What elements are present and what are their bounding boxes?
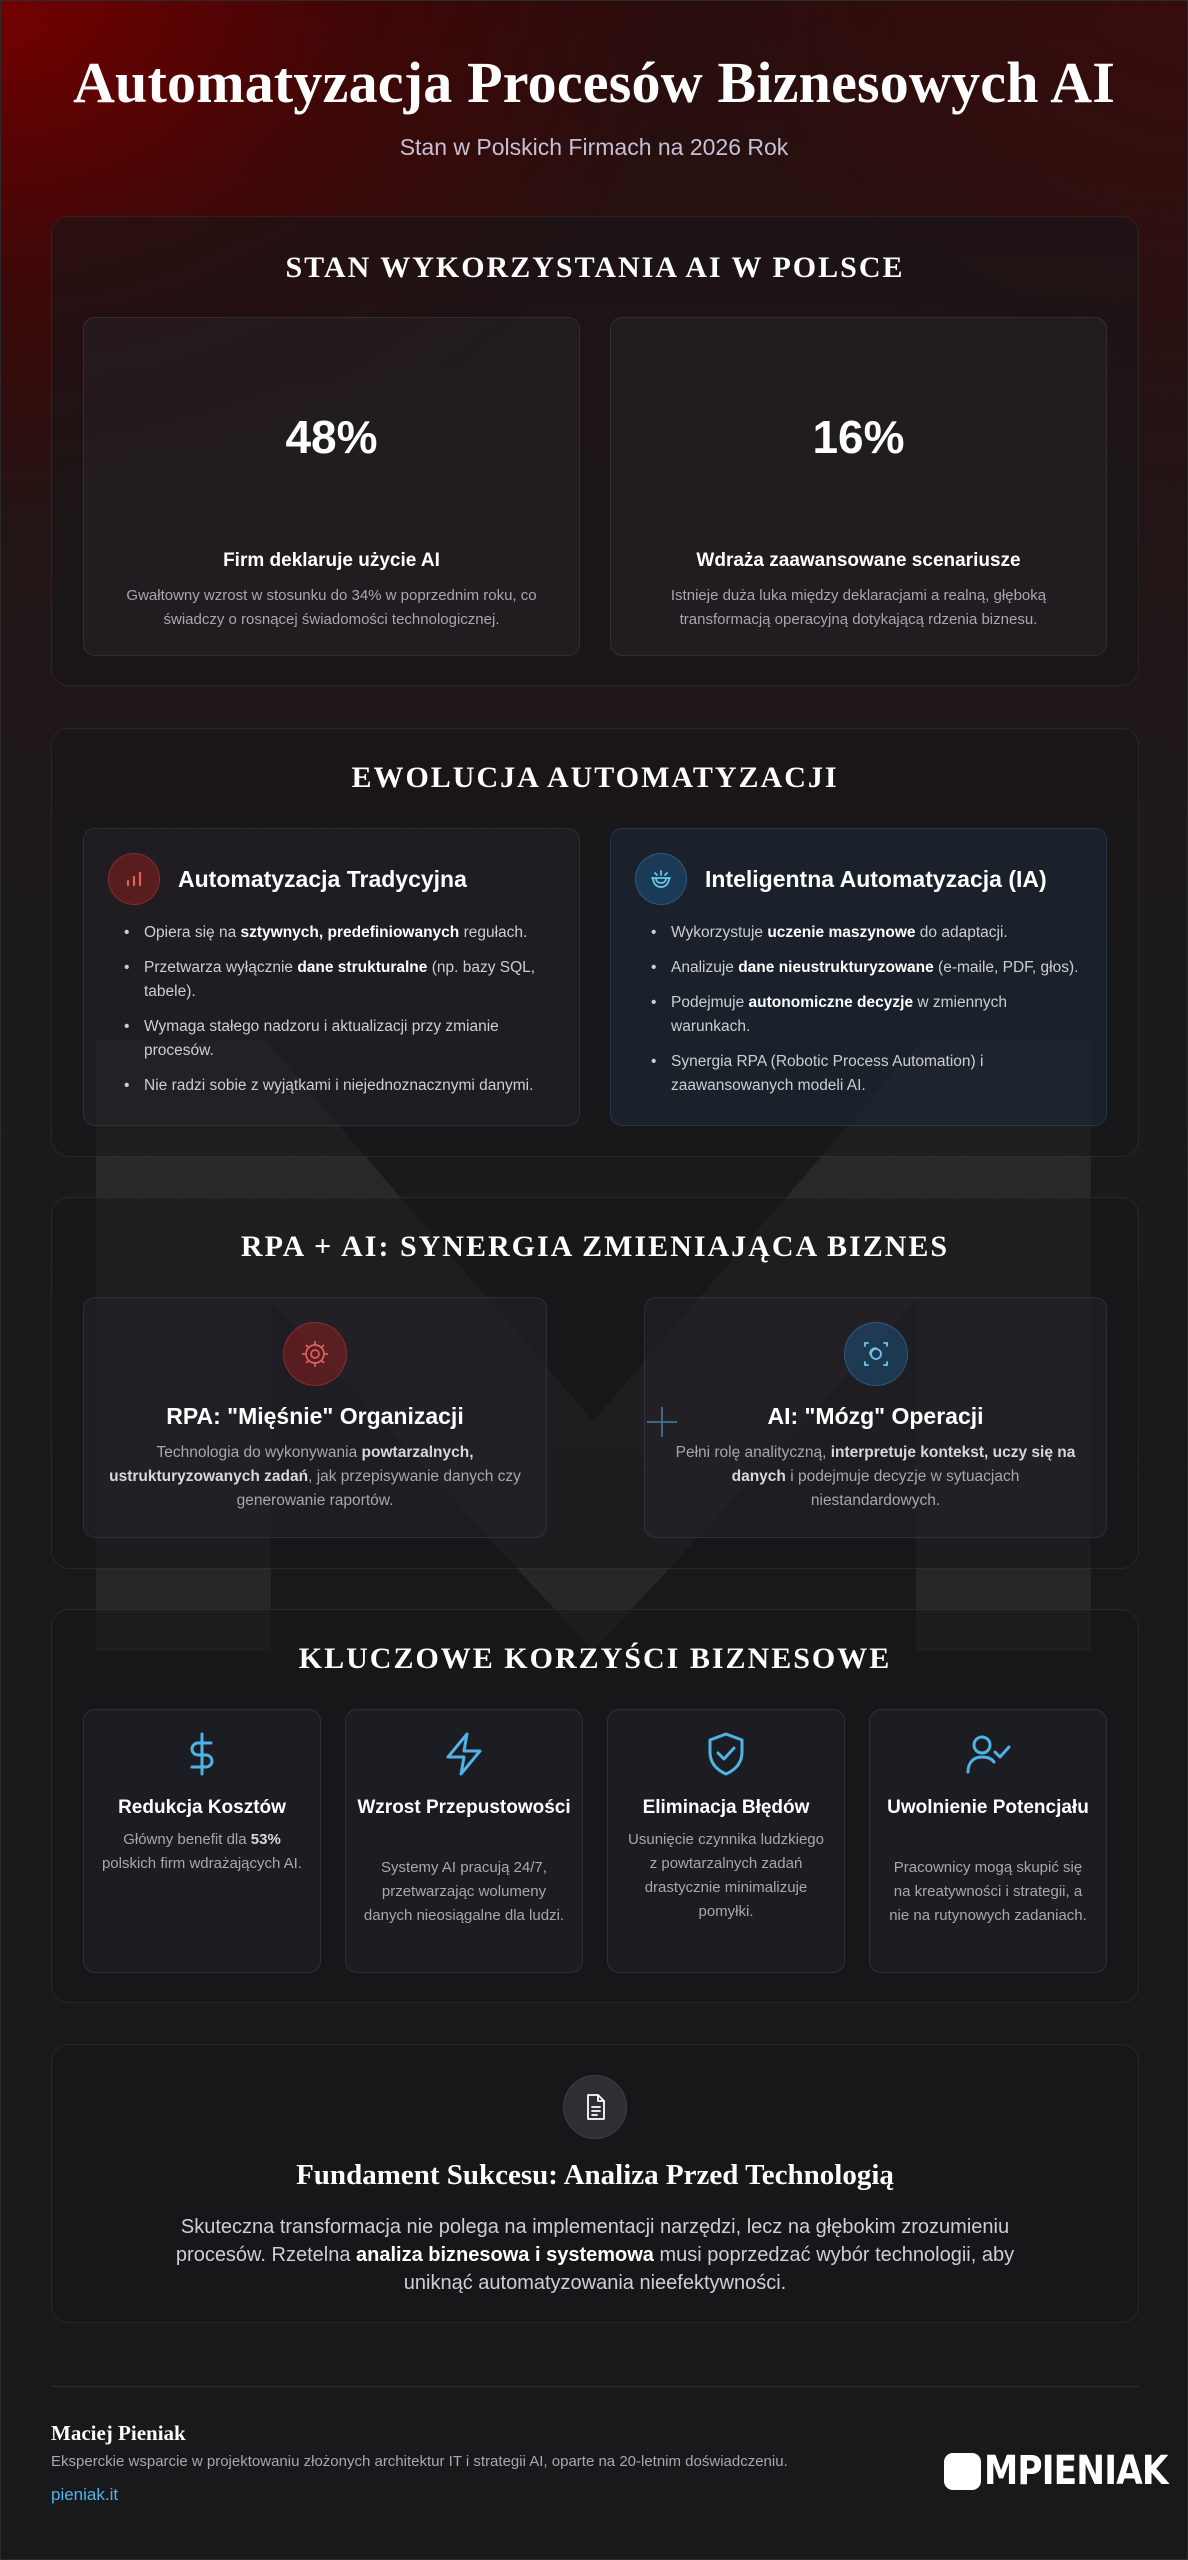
stat-description: Istnieje duża luka między deklaracjami a realną, głęboką transformacją operacyjną dotykającą rdzenia biznesu. bbox=[670, 587, 1047, 628]
bar-chart-icon bbox=[108, 853, 160, 905]
list-item: • Wykorzystuje uczenie maszynowe do adaptacji. bbox=[651, 921, 1086, 945]
ai-card-title: AI: "Mózg" Operacji bbox=[767, 1403, 984, 1429]
list-item: • Wymaga stałego nadzoru i aktualizacji przy zmianie procesów. bbox=[124, 1015, 559, 1063]
traditional-features-list bbox=[108, 921, 559, 1109]
benefit-card-throughput bbox=[345, 1709, 583, 1973]
list-item: • Analizuje dane nieustrukturyzowane (e-maile, PDF, głos). bbox=[651, 956, 1086, 980]
page-header bbox=[1, 1, 1187, 161]
author-description: Eksperckie wsparcie w projektowaniu złożonych architektur IT i strategii AI, oparte na 20-letnim doświadczeniu. bbox=[51, 2453, 788, 2470]
benefit-title: Wzrost Przepustowości bbox=[357, 1797, 571, 1818]
ai-card bbox=[644, 1297, 1107, 1538]
traditional-card-title: Automatyzacja Tradycyjna bbox=[178, 865, 467, 892]
stat-value: 16% bbox=[812, 411, 905, 463]
stat-card-adoption bbox=[83, 317, 580, 656]
author-name: Maciej Pieniak bbox=[51, 2421, 186, 2445]
foundation-title: Fundament Sukcesu: Analiza Przed Technologią bbox=[296, 2159, 894, 2191]
list-item: • Przetwarza wyłącznie dane strukturalne (np. bazy SQL, tabele). bbox=[124, 956, 559, 1004]
benefit-card-potential bbox=[869, 1709, 1107, 1973]
usage-section bbox=[51, 216, 1139, 686]
lightning-icon bbox=[440, 1730, 488, 1778]
benefit-description: Główny benefit dla 53% polskich firm wdrażających AI. bbox=[101, 1831, 303, 1872]
stat-label: Firm deklaruje użycie AI bbox=[223, 550, 440, 571]
benefit-description: Systemy AI pracują 24/7, przetwarzając wolumeny danych nieosiągalne dla ludzi. bbox=[363, 1859, 565, 1924]
rpa-card-title: RPA: "Mięśnie" Organizacji bbox=[166, 1403, 464, 1429]
evolution-section bbox=[51, 728, 1139, 1157]
foundation-text: Skuteczna transformacja nie polega na implementacji narzędzi, lecz na głębokim zrozumieniu procesów. Rzetelna analiza biznesowa i systemowa musi poprzedzać wybór technologii, aby uniknąć automatyzowania nieefektywności. bbox=[175, 2216, 1015, 2294]
traditional-card-header bbox=[108, 853, 467, 905]
usage-section-title: STAN WYKORZYSTANIA AI W POLSCE bbox=[285, 251, 905, 284]
list-item: • Podejmuje autonomiczne decyzje w zmiennych warunkach. bbox=[651, 991, 1086, 1039]
intelligent-automation-card bbox=[610, 828, 1107, 1126]
rpa-card-description: Technologia do wykonywania powtarzalnych, ustrukturyzowanych zadań, jak przepisywanie danych czy generowanie raportów. bbox=[109, 1444, 521, 1509]
target-scan-icon bbox=[844, 1322, 908, 1386]
benefits-section bbox=[51, 1609, 1139, 2003]
benefit-card-cost bbox=[83, 1709, 321, 1973]
footer-divider bbox=[51, 2386, 1139, 2387]
ai-brain-icon bbox=[635, 853, 687, 905]
benefit-title: Uwolnienie Potencjału bbox=[887, 1797, 1089, 1818]
foundation-section bbox=[51, 2044, 1139, 2323]
ai-card-description: Pełni rolę analityczną, interpretuje kontekst, uczy się na danych i podejmuje decyzje w sytuacjach niestandardowych. bbox=[675, 1444, 1076, 1509]
brand-logo bbox=[944, 2448, 1188, 2494]
list-item: • Opiera się na sztywnych, predefiniowanych regułach. bbox=[124, 921, 559, 945]
document-icon bbox=[563, 2075, 627, 2139]
page-title: Automatyzacja Procesów Biznesowych AI bbox=[72, 50, 1116, 115]
benefit-title: Eliminacja Błędów bbox=[642, 1797, 810, 1818]
benefit-description: Usunięcie czynnika ludzkiego z powtarzalnych zadań drastycznie minimalizuje pomyłki. bbox=[628, 1831, 824, 1920]
intelligent-card-title: Inteligentna Automatyzacja (IA) bbox=[705, 865, 1047, 892]
rpa-card bbox=[83, 1297, 547, 1538]
benefit-card-errors bbox=[607, 1709, 845, 1973]
evolution-section-title: EWOLUCJA AUTOMATYZACJI bbox=[351, 761, 839, 794]
synergy-section-title: RPA + AI: SYNERGIA ZMIENIAJĄCA BIZNES bbox=[240, 1230, 950, 1263]
logo-mark-icon bbox=[944, 2453, 981, 2490]
synergy-section bbox=[51, 1197, 1139, 1569]
benefits-section-title: KLUCZOWE KORZYŚCI BIZNESOWE bbox=[298, 1642, 892, 1675]
list-item: • Synergia RPA (Robotic Process Automation) i zaawansowanych modeli AI. bbox=[651, 1050, 1086, 1098]
website-link[interactable]: pieniak.it bbox=[51, 2485, 119, 2504]
cog-brain-icon bbox=[283, 1322, 347, 1386]
benefit-title: Redukcja Kosztów bbox=[118, 1797, 286, 1818]
user-check-icon bbox=[964, 1730, 1012, 1778]
dollar-icon bbox=[178, 1730, 226, 1778]
stat-description: Gwałtowny wzrost w stosunku do 34% w poprzednim roku, co świadczy o rosnącej świadomości technologicznej. bbox=[126, 587, 537, 628]
traditional-automation-card bbox=[83, 828, 580, 1126]
intelligent-card-header bbox=[635, 853, 1047, 905]
intelligent-features-list bbox=[635, 921, 1086, 1109]
page-subtitle: Stan w Polskich Firmach na 2026 Rok bbox=[399, 134, 789, 160]
stat-label: Wdraża zaawansowane scenariusze bbox=[696, 550, 1021, 571]
stat-card-advanced bbox=[610, 317, 1107, 656]
benefit-description: Pracownicy mogą skupić się na kreatywności i strategii, a nie na rutynowych zadaniach. bbox=[889, 1859, 1087, 1924]
logo-text: MPIENIAK bbox=[984, 2448, 1168, 2494]
list-item: • Nie radzi sobie z wyjątkami i niejednoznacznymi danymi. bbox=[124, 1074, 559, 1098]
stat-value: 48% bbox=[285, 411, 378, 463]
shield-check-icon bbox=[702, 1730, 750, 1778]
